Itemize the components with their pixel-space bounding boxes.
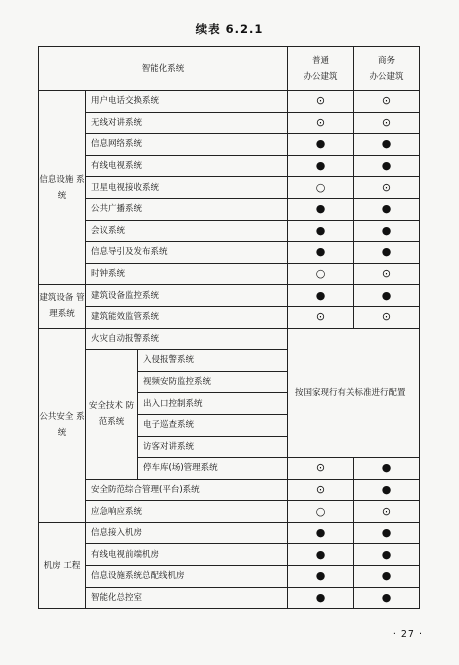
general-office-mark — [288, 91, 354, 113]
row-label: 入侵报警系统 — [138, 350, 288, 372]
filled-circle-icon: ● — [381, 245, 392, 259]
table-row — [39, 155, 420, 177]
filled-circle-icon: ● — [381, 202, 392, 216]
commercial-office-mark — [354, 285, 420, 307]
row-label: 信息接入机房 — [86, 522, 288, 544]
table-row — [39, 220, 420, 242]
open-circle-icon: ○ — [315, 504, 326, 518]
row-label: 应急响应系统 — [86, 501, 288, 523]
header-commercial-office: 商务 办公建筑 — [354, 47, 420, 91]
filled-circle-icon: ● — [315, 547, 326, 561]
subgroup-security-tech: 安全技术 防范系统 — [86, 350, 138, 480]
circle-dot-icon: ⊙ — [381, 94, 392, 108]
table-row — [39, 522, 420, 544]
table-row — [39, 285, 420, 307]
commercial-office-mark — [354, 501, 420, 523]
row-label: 公共广播系统 — [86, 198, 288, 220]
category-security: 公共安全 系统 — [39, 328, 86, 522]
row-label: 火灾自动报警系统 — [86, 328, 288, 350]
header-row — [39, 47, 420, 91]
commercial-office-mark — [354, 242, 420, 264]
commercial-office-mark — [354, 263, 420, 285]
table-row — [39, 263, 420, 285]
table-row — [39, 91, 420, 113]
commercial-office-mark — [354, 112, 420, 134]
general-office-mark — [288, 177, 354, 199]
commercial-office-mark — [354, 566, 420, 588]
filled-circle-icon: ● — [381, 547, 392, 561]
merged-note: 按国家现行有关标准进行配置 — [288, 328, 420, 458]
row-label: 出入口控制系统 — [138, 393, 288, 415]
header-system: 智能化系统 — [39, 47, 288, 91]
row-label: 卫星电视接收系统 — [86, 177, 288, 199]
table-row — [39, 112, 420, 134]
filled-circle-icon: ● — [381, 482, 392, 496]
general-office-mark — [288, 285, 354, 307]
open-circle-icon: ○ — [315, 180, 326, 194]
filled-circle-icon: ● — [315, 159, 326, 173]
filled-circle-icon: ● — [315, 590, 326, 604]
table-row — [39, 198, 420, 220]
row-label: 视频安防监控系统 — [138, 371, 288, 393]
general-office-mark — [288, 112, 354, 134]
general-office-mark — [288, 263, 354, 285]
row-label: 用户电话交换系统 — [86, 91, 288, 113]
circle-dot-icon: ⊙ — [381, 310, 392, 324]
row-label: 信息网络系统 — [86, 134, 288, 156]
circle-dot-icon: ⊙ — [315, 94, 326, 108]
table-row — [39, 177, 420, 199]
commercial-office-mark — [354, 587, 420, 609]
filled-circle-icon: ● — [315, 288, 326, 302]
commercial-office-mark — [354, 134, 420, 156]
general-office-mark — [288, 458, 354, 480]
commercial-office-mark — [354, 522, 420, 544]
commercial-office-mark — [354, 155, 420, 177]
general-office-mark — [288, 155, 354, 177]
filled-circle-icon: ● — [315, 526, 326, 540]
general-office-mark — [288, 501, 354, 523]
row-label: 建筑能效监管系统 — [86, 306, 288, 328]
circle-dot-icon: ⊙ — [381, 115, 392, 129]
row-label: 无线对讲系统 — [86, 112, 288, 134]
general-office-mark — [288, 566, 354, 588]
filled-circle-icon: ● — [315, 137, 326, 151]
row-label: 访客对讲系统 — [138, 436, 288, 458]
commercial-office-mark — [354, 544, 420, 566]
commercial-office-mark — [354, 220, 420, 242]
table-row — [39, 328, 420, 350]
general-office-mark — [288, 544, 354, 566]
table-title: 续表 6.2.1 — [195, 22, 264, 36]
filled-circle-icon: ● — [381, 223, 392, 237]
filled-circle-icon: ● — [381, 159, 392, 173]
row-label: 信息设施系统总配线机房 — [86, 566, 288, 588]
general-office-mark — [288, 306, 354, 328]
filled-circle-icon: ● — [381, 137, 392, 151]
general-office-mark — [288, 134, 354, 156]
circle-dot-icon: ⊙ — [381, 267, 392, 281]
row-label: 会议系统 — [86, 220, 288, 242]
filled-circle-icon: ● — [381, 288, 392, 302]
filled-circle-icon: ● — [315, 569, 326, 583]
row-label: 信息导引及发布系统 — [86, 242, 288, 264]
table-row — [39, 544, 420, 566]
page-number: · 27 · — [392, 629, 423, 640]
circle-dot-icon: ⊙ — [315, 461, 326, 475]
requirements-table — [38, 46, 420, 609]
general-office-mark — [288, 522, 354, 544]
row-label: 智能化总控室 — [86, 587, 288, 609]
filled-circle-icon: ● — [381, 590, 392, 604]
circle-dot-icon: ⊙ — [381, 180, 392, 194]
commercial-office-mark — [354, 91, 420, 113]
row-label: 电子巡查系统 — [138, 414, 288, 436]
filled-circle-icon: ● — [315, 223, 326, 237]
circle-dot-icon: ⊙ — [315, 310, 326, 324]
row-label: 建筑设备监控系统 — [86, 285, 288, 307]
table-row — [39, 134, 420, 156]
category-room: 机房 工程 — [39, 522, 86, 608]
filled-circle-icon: ● — [315, 245, 326, 259]
open-circle-icon: ○ — [315, 267, 326, 281]
commercial-office-mark — [354, 177, 420, 199]
row-label: 停车库(场)管理系统 — [138, 458, 288, 480]
table-row — [39, 566, 420, 588]
commercial-office-mark — [354, 198, 420, 220]
category-info: 信息设施 系统 — [39, 91, 86, 285]
circle-dot-icon: ⊙ — [315, 482, 326, 496]
general-office-mark — [288, 220, 354, 242]
table-row — [39, 242, 420, 264]
general-office-mark — [288, 587, 354, 609]
commercial-office-mark — [354, 479, 420, 501]
row-label: 有线电视系统 — [86, 155, 288, 177]
table-row — [39, 306, 420, 328]
filled-circle-icon: ● — [381, 461, 392, 475]
circle-dot-icon: ⊙ — [315, 115, 326, 129]
commercial-office-mark — [354, 306, 420, 328]
filled-circle-icon: ● — [381, 569, 392, 583]
table-row — [39, 479, 420, 501]
filled-circle-icon: ● — [315, 202, 326, 216]
commercial-office-mark — [354, 458, 420, 480]
general-office-mark — [288, 242, 354, 264]
table-row — [39, 501, 420, 523]
table-row — [39, 587, 420, 609]
general-office-mark — [288, 198, 354, 220]
row-label: 安全防范综合管理(平台)系统 — [86, 479, 288, 501]
row-label: 时钟系统 — [86, 263, 288, 285]
general-office-mark — [288, 479, 354, 501]
circle-dot-icon: ⊙ — [381, 504, 392, 518]
filled-circle-icon: ● — [381, 526, 392, 540]
row-label: 有线电视前端机房 — [86, 544, 288, 566]
category-building: 建筑设备 管理系统 — [39, 285, 86, 328]
header-general-office: 普通 办公建筑 — [288, 47, 354, 91]
